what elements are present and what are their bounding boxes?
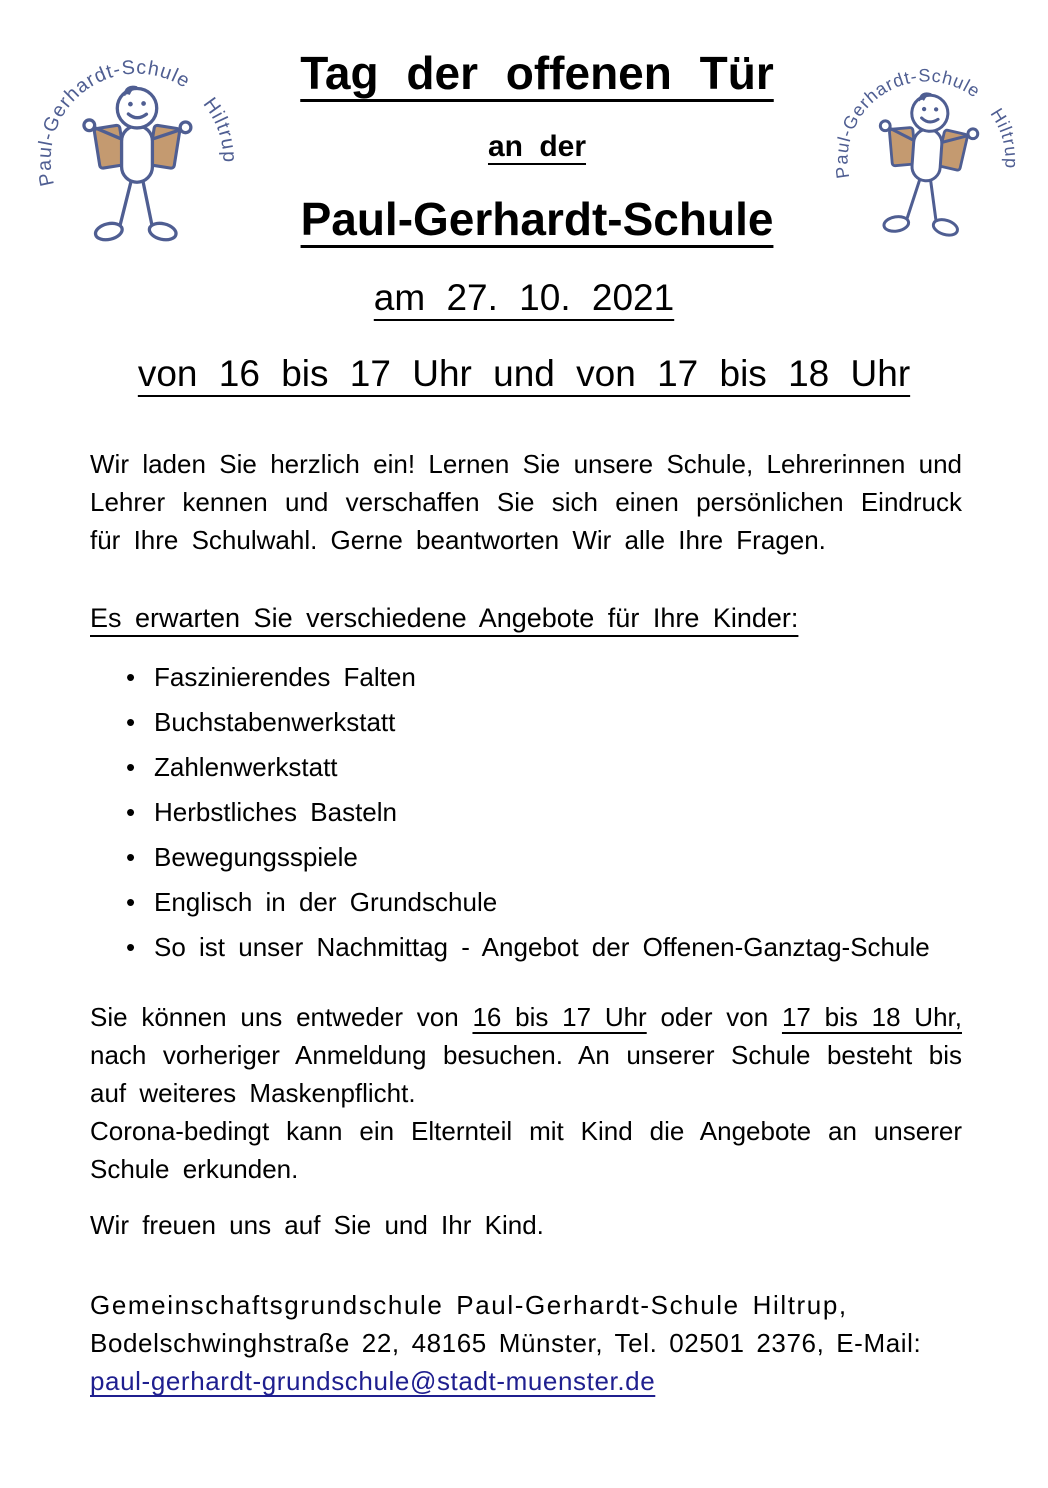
list-item: • Buchstabenwerkstatt <box>90 700 962 745</box>
school-logo-graphic <box>34 26 240 248</box>
visit-text-2: oder von <box>646 1002 782 1032</box>
school-logo-graphic <box>827 32 1029 248</box>
email-link[interactable]: paul-gerhardt-grundschule@stadt-muenster.de <box>90 1366 656 1396</box>
footer-address-line: Bodelschwinghstraße 22, 48165 Münster, Tel. 02501 2376, E-Mail: <box>90 1328 922 1358</box>
time-slot-2: 17 bis 18 Uhr, <box>781 1002 962 1032</box>
list-item: • Zahlenwerkstatt <box>90 745 962 790</box>
visit-paragraph <box>90 998 962 1188</box>
header-text-block <box>240 26 834 246</box>
footer-school-line: Gemeinschaftsgrundschule Paul-Gerhardt-Schule Hiltrup, <box>90 1290 848 1320</box>
time-slot-1: 16 bis 17 Uhr <box>472 1002 647 1032</box>
visit-text-1: Sie können uns entweder von <box>90 1002 473 1032</box>
event-date: am 27. 10. 2021 <box>373 277 675 318</box>
event-times: von 16 bis 17 Uhr und von 17 bis 18 Uhr <box>137 353 911 394</box>
visit-text-3: nach vorheriger Anmeldung besuchen. An unserer Schule besteht bis auf weiteres Maskenpflicht. <box>90 1040 962 1108</box>
list-item: • Englisch in der Grundschule <box>90 880 962 925</box>
logo-arc-text: Paul-Gerhardt-SchuleHiltrup <box>34 56 240 189</box>
school-logo-left <box>34 26 240 253</box>
closing-line: Wir freuen uns auf Sie und Ihr Kind. <box>90 1210 544 1240</box>
school-logo-right <box>834 26 1022 246</box>
footer-block <box>90 1286 962 1400</box>
intro-paragraph: Wir laden Sie herzlich ein! Lernen Sie unsere Schule, Lehrerinnen und Lehrer kennen und verschaffen Sie sich einen persönlichen Eindruck für Ihre Schulwahl. Gerne beantworten Wir alle Ihre Fragen. <box>90 449 962 555</box>
offers-list <box>90 655 962 970</box>
list-item: • So ist unser Nachmittag - Angebot der Offenen-Ganztag-Schule <box>90 925 962 970</box>
list-item: • Herbstliches Basteln <box>90 790 962 835</box>
body-block <box>90 445 962 1400</box>
list-item: • Faszinierendes Falten <box>90 655 962 700</box>
page-title: Tag der offenen Tür <box>300 47 774 99</box>
header <box>0 0 1048 253</box>
school-name: Paul-Gerhardt-Schule <box>300 193 774 245</box>
list-item: • Bewegungsspiele <box>90 835 962 880</box>
subtitle-an-der: an der <box>487 130 587 163</box>
corona-note: Corona-bedingt kann ein Elternteil mit Kind die Angebote an unserer Schule erkunden. <box>90 1116 962 1184</box>
offers-heading: Es erwarten Sie verschiedene Angebote für Ihre Kinder: <box>90 603 799 633</box>
